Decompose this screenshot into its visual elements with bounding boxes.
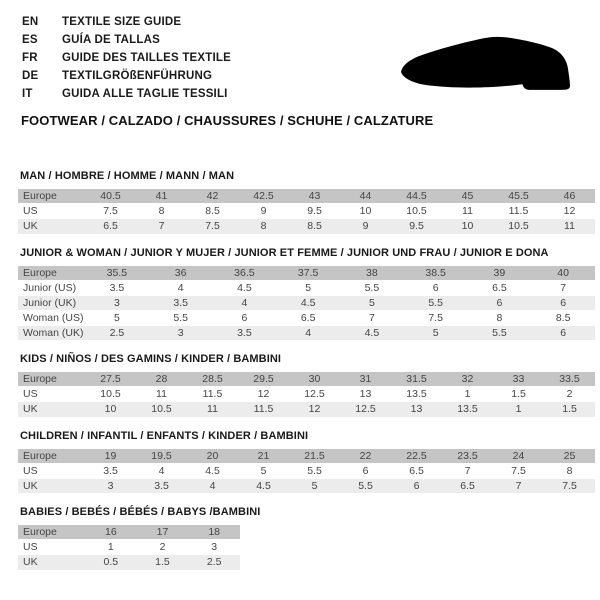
size-cell: 42.5 xyxy=(238,189,289,204)
size-cell: 5.5 xyxy=(289,463,340,478)
size-cell: 6 xyxy=(404,280,468,295)
size-cell: 40.5 xyxy=(85,189,136,204)
size-tables xyxy=(18,170,595,583)
size-cell: 4.5 xyxy=(276,295,340,310)
size-cell: 5.5 xyxy=(340,478,391,493)
size-cell: 5 xyxy=(340,295,404,310)
row-label: UK xyxy=(18,555,85,570)
size-cell: 24 xyxy=(493,448,544,463)
size-table xyxy=(18,524,240,570)
size-cell: 28 xyxy=(136,372,187,387)
size-cell: 13 xyxy=(391,402,442,417)
size-cell: 2.5 xyxy=(188,555,240,570)
size-cell: 7 xyxy=(442,463,493,478)
row-label: Europe xyxy=(18,372,85,387)
size-cell: 8 xyxy=(238,219,289,234)
size-cell: 6 xyxy=(340,463,391,478)
size-cell: 5.5 xyxy=(149,310,213,325)
size-cell: 5 xyxy=(276,280,340,295)
size-cell: 10.5 xyxy=(391,204,442,219)
size-cell: 4.5 xyxy=(187,463,238,478)
size-cell: 4 xyxy=(187,478,238,493)
row-label: Europe xyxy=(18,265,85,280)
size-cell: 8 xyxy=(136,204,187,219)
language-code: EN xyxy=(22,16,39,28)
section-title: KIDS / NIÑOS / DES GAMINS / KINDER / BAMBINI xyxy=(20,353,282,365)
size-cell: 5.5 xyxy=(404,295,468,310)
size-cell: 3 xyxy=(149,325,213,340)
size-cell: 12 xyxy=(289,402,340,417)
size-cell: 16 xyxy=(85,525,137,540)
size-cell: 37.5 xyxy=(276,265,340,280)
size-cell: 5 xyxy=(289,478,340,493)
size-section xyxy=(18,506,595,570)
table-row xyxy=(18,540,240,555)
size-cell: 17 xyxy=(137,525,189,540)
row-label: Europe xyxy=(18,189,85,204)
row-label: UK xyxy=(18,402,85,417)
row-label: UK xyxy=(18,219,85,234)
table-header-row xyxy=(18,372,595,387)
size-cell: 45 xyxy=(442,189,493,204)
size-cell: 6.5 xyxy=(442,478,493,493)
size-cell: 9 xyxy=(238,204,289,219)
size-cell: 6.5 xyxy=(391,463,442,478)
size-cell: 31 xyxy=(340,372,391,387)
size-cell: 8.5 xyxy=(289,219,340,234)
row-label: UK xyxy=(18,478,85,493)
size-cell: 12.5 xyxy=(289,387,340,402)
size-cell: 30 xyxy=(289,372,340,387)
row-label: US xyxy=(18,540,85,555)
size-cell: 6.5 xyxy=(85,219,136,234)
size-cell: 5.5 xyxy=(468,325,532,340)
language-label: GUIDE DES TAILLES TEXTILE xyxy=(62,52,231,64)
size-cell: 38 xyxy=(340,265,404,280)
size-cell: 1 xyxy=(85,540,137,555)
table-row xyxy=(18,295,595,310)
size-cell: 11.5 xyxy=(187,387,238,402)
section-title: JUNIOR & WOMAN / JUNIOR Y MUJER / JUNIOR ET FEMME / JUNIOR UND FRAU / JUNIOR E DONA xyxy=(20,246,549,259)
size-cell: 19 xyxy=(85,448,136,463)
size-cell: 9.5 xyxy=(289,204,340,219)
size-cell: 7 xyxy=(493,478,544,493)
size-cell: 7.5 xyxy=(85,204,136,219)
size-cell: 11.5 xyxy=(493,204,544,219)
size-cell: 4 xyxy=(213,295,277,310)
size-cell: 0.5 xyxy=(85,555,137,570)
table-row xyxy=(18,280,595,295)
section-title: MAN / HOMBRE / HOMME / MANN / MAN xyxy=(20,170,235,182)
size-cell: 7.5 xyxy=(544,478,595,493)
size-cell: 8.5 xyxy=(531,310,595,325)
size-cell: 5 xyxy=(85,310,149,325)
size-cell: 8 xyxy=(544,463,595,478)
size-cell: 6 xyxy=(468,295,532,310)
size-cell: 4.5 xyxy=(238,478,289,493)
size-cell: 12 xyxy=(544,204,595,219)
section-title: BABIES / BEBÉS / BÉBÉS / BABYS /BAMBINI xyxy=(20,506,261,518)
size-cell: 1.5 xyxy=(493,387,544,402)
table-row xyxy=(18,463,595,478)
size-cell: 10 xyxy=(85,402,136,417)
size-cell: 3 xyxy=(85,478,136,493)
size-cell: 3 xyxy=(85,295,149,310)
size-section xyxy=(18,430,595,494)
size-cell: 10.5 xyxy=(493,219,544,234)
size-cell: 5 xyxy=(404,325,468,340)
size-cell: 3.5 xyxy=(85,280,149,295)
row-label: Europe xyxy=(18,525,85,540)
size-section xyxy=(18,170,595,234)
table-row xyxy=(18,478,595,493)
table-row xyxy=(18,325,595,340)
table-row xyxy=(18,219,595,234)
dress-shoe-icon xyxy=(400,36,570,90)
size-cell: 38.5 xyxy=(404,265,468,280)
size-cell: 27.5 xyxy=(85,372,136,387)
size-cell: 2 xyxy=(544,387,595,402)
language-label: GUÍA DE TALLAS xyxy=(62,34,160,46)
table-row xyxy=(18,402,595,417)
table-row xyxy=(18,555,240,570)
row-label: Woman (US) xyxy=(18,310,85,325)
language-code: FR xyxy=(22,52,38,64)
row-label: Junior (US) xyxy=(18,280,85,295)
size-cell: 3.5 xyxy=(85,463,136,478)
size-cell: 6 xyxy=(391,478,442,493)
size-table xyxy=(18,371,595,417)
category-heading: FOOTWEAR / CALZADO / CHAUSSURES / SCHUHE / CALZATURE xyxy=(21,113,434,128)
size-cell: 9.5 xyxy=(391,219,442,234)
size-cell: 4.5 xyxy=(213,280,277,295)
size-cell: 11 xyxy=(136,387,187,402)
size-cell: 25 xyxy=(544,448,595,463)
size-cell: 6 xyxy=(213,310,277,325)
table-header-row xyxy=(18,525,240,540)
table-header-row xyxy=(18,265,595,280)
size-section xyxy=(18,353,595,417)
size-cell: 13.5 xyxy=(442,402,493,417)
size-cell: 44.5 xyxy=(391,189,442,204)
size-cell: 10 xyxy=(442,219,493,234)
size-cell: 4 xyxy=(276,325,340,340)
row-label: US xyxy=(18,463,85,478)
size-table xyxy=(18,265,595,341)
language-row xyxy=(22,13,600,31)
language-label: GUIDA ALLE TAGLIE TESSILI xyxy=(62,88,228,100)
size-cell: 5.5 xyxy=(340,280,404,295)
size-cell: 10 xyxy=(340,204,391,219)
size-cell: 7.5 xyxy=(404,310,468,325)
size-cell: 28.5 xyxy=(187,372,238,387)
size-cell: 11 xyxy=(442,204,493,219)
size-cell: 40 xyxy=(531,265,595,280)
size-table xyxy=(18,188,595,234)
size-cell: 18 xyxy=(188,525,240,540)
table-row xyxy=(18,387,595,402)
row-label: US xyxy=(18,204,85,219)
size-cell: 22 xyxy=(340,448,391,463)
size-cell: 3.5 xyxy=(149,295,213,310)
row-label: US xyxy=(18,387,85,402)
size-cell: 3 xyxy=(188,540,240,555)
size-cell: 11 xyxy=(544,219,595,234)
size-cell: 19.5 xyxy=(136,448,187,463)
size-cell: 4.5 xyxy=(340,325,404,340)
size-cell: 13 xyxy=(340,387,391,402)
size-cell: 20 xyxy=(187,448,238,463)
size-cell: 7.5 xyxy=(493,463,544,478)
size-cell: 31.5 xyxy=(391,372,442,387)
size-cell: 39 xyxy=(468,265,532,280)
size-cell: 22.5 xyxy=(391,448,442,463)
size-cell: 7 xyxy=(136,219,187,234)
size-cell: 8 xyxy=(468,310,532,325)
size-cell: 23.5 xyxy=(442,448,493,463)
language-code: IT xyxy=(22,88,33,100)
size-cell: 12 xyxy=(238,387,289,402)
size-cell: 6 xyxy=(531,325,595,340)
size-cell: 2 xyxy=(137,540,189,555)
size-cell: 7.5 xyxy=(187,219,238,234)
size-cell: 6.5 xyxy=(276,310,340,325)
size-cell: 44 xyxy=(340,189,391,204)
language-code: ES xyxy=(22,34,38,46)
size-cell: 43 xyxy=(289,189,340,204)
size-cell: 6 xyxy=(531,295,595,310)
size-cell: 4 xyxy=(136,463,187,478)
size-cell: 33.5 xyxy=(544,372,595,387)
size-cell: 10.5 xyxy=(85,387,136,402)
size-cell: 32 xyxy=(442,372,493,387)
size-cell: 7 xyxy=(531,280,595,295)
size-cell: 2.5 xyxy=(85,325,149,340)
row-label: Junior (UK) xyxy=(18,295,85,310)
size-cell: 11.5 xyxy=(238,402,289,417)
language-code: DE xyxy=(22,70,39,82)
size-cell: 21 xyxy=(238,448,289,463)
size-cell: 36 xyxy=(149,265,213,280)
table-header-row xyxy=(18,189,595,204)
size-cell: 6.5 xyxy=(468,280,532,295)
size-cell: 12.5 xyxy=(340,402,391,417)
size-cell: 13.5 xyxy=(391,387,442,402)
table-row xyxy=(18,310,595,325)
table-header-row xyxy=(18,448,595,463)
row-label: Woman (UK) xyxy=(18,325,85,340)
size-cell: 46 xyxy=(544,189,595,204)
size-cell: 1 xyxy=(442,387,493,402)
language-label: TEXTILE SIZE GUIDE xyxy=(62,16,182,28)
section-title: CHILDREN / INFANTIL / ENFANTS / KINDER / BAMBINI xyxy=(20,429,309,442)
size-cell: 3.5 xyxy=(213,325,277,340)
size-cell: 42 xyxy=(187,189,238,204)
size-cell: 11 xyxy=(187,402,238,417)
size-cell: 35.5 xyxy=(85,265,149,280)
size-cell: 36.5 xyxy=(213,265,277,280)
size-cell: 33 xyxy=(493,372,544,387)
table-row xyxy=(18,204,595,219)
size-cell: 5 xyxy=(238,463,289,478)
size-cell: 41 xyxy=(136,189,187,204)
size-cell: 7 xyxy=(340,310,404,325)
size-cell: 1.5 xyxy=(544,402,595,417)
size-cell: 45.5 xyxy=(493,189,544,204)
size-cell: 8.5 xyxy=(187,204,238,219)
size-cell: 1 xyxy=(493,402,544,417)
size-cell: 9 xyxy=(340,219,391,234)
row-label: Europe xyxy=(18,448,85,463)
size-cell: 4 xyxy=(149,280,213,295)
size-cell: 3.5 xyxy=(136,478,187,493)
size-cell: 29.5 xyxy=(238,372,289,387)
size-cell: 1.5 xyxy=(137,555,189,570)
size-section xyxy=(18,247,595,341)
size-table xyxy=(18,448,595,494)
size-cell: 21.5 xyxy=(289,448,340,463)
size-cell: 10.5 xyxy=(136,402,187,417)
language-label: TEXTILGRÖßENFÜHRUNG xyxy=(62,70,213,82)
